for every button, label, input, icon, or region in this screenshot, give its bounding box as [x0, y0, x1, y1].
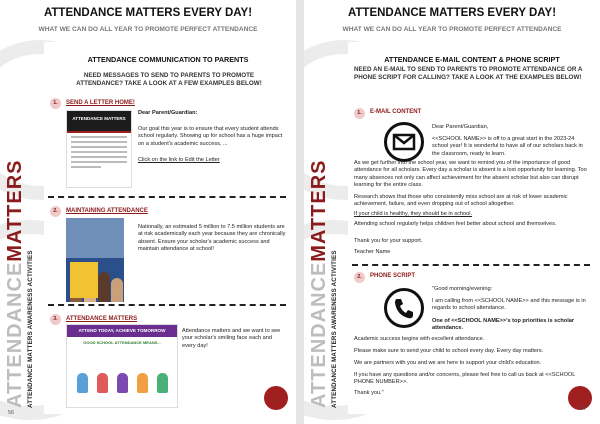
section-intro: NEED MESSAGES TO SEND TO PARENTS TO PROMOTE ATTENDANCE? TAKE A LOOK AT A FEW EXAMPLES BELOW! — [76, 72, 262, 87]
maintaining-body: Nationally, an estimated 5 million to 7.5 million students are at risk academically each year because they are chronically absent. Ensure your scholar's academic success and maintain attendance at school! — [138, 224, 286, 252]
edit-letter-link[interactable]: Click on the link to Edit the Letter — [138, 157, 220, 163]
item-number: 3. — [50, 314, 61, 325]
page-title: ATTENDANCE MATTERS EVERY DAY! — [43, 7, 253, 19]
section-title: ATTENDANCE E-MAIL CONTENT & PHONE SCRIPT — [384, 55, 560, 64]
attendance-poster-thumbnail[interactable] — [66, 324, 178, 408]
poster-greeting: GOOD SCHOOL ATTENDANCE MEANS... — [83, 340, 161, 345]
letter-thumbnail-header: ATTENDANCE MATTERS — [67, 111, 131, 133]
content-card — [348, 42, 596, 414]
page-number: 57 — [580, 406, 587, 412]
envelope-icon — [384, 122, 424, 162]
left-page — [0, 0, 296, 424]
email-title: E-MAIL CONTENT — [370, 109, 422, 115]
section-intro: NEED AN E-MAIL TO SEND TO PARENTS TO PROMOTE ATTENDANCE OR A PHONE SCRIPT FOR CALLING? TAKE A LOOK AT THE EXAMPLES BELOW! — [354, 66, 583, 81]
page-number: 56 — [8, 410, 15, 416]
attendance-flyer-thumbnail[interactable] — [66, 218, 124, 302]
item-title-letter: SEND A LETTER HOME! — [66, 100, 135, 106]
corner-dot — [264, 386, 288, 410]
item-title-maintaining: MAINTAINING ATTENDANCE — [66, 208, 148, 214]
phone-line-6: We are partners with you and we are here to support your child's education. — [354, 360, 542, 366]
content-card — [44, 42, 292, 414]
phone-line-3: One of <<SCHOOL NAME>>'s top priorities is scholar attendance. — [432, 318, 575, 332]
side-subtitle: ATTENDANCE MATTERS AWARENESS ACTIVITIES — [331, 250, 338, 408]
page-subtitle: WHAT WE CAN DO ALL YEAR TO PROMOTE PERFECT ATTENDANCE — [342, 26, 562, 33]
page-subtitle: WHAT WE CAN DO ALL YEAR TO PROMOTE PERFECT ATTENDANCE — [38, 26, 258, 33]
email-greeting: Dear Parent/Guardian, — [432, 124, 489, 130]
email-closing: Thank you for your support. — [354, 238, 423, 244]
email-paragraph-4: If your child is healthy, they should be in school. — [354, 211, 473, 217]
phone-line-5: Please make sure to send your child to school every day. Every day matters. — [354, 348, 544, 354]
side-subtitle: ATTENDANCE MATTERS AWARENESS ACTIVITIES — [27, 250, 34, 408]
email-paragraph-2: As we get further into the school year, we want to remind you of the importance of good attendance for all scholars. Every day a scholar is absent is a lost opportunity for learning. Too many absences not only can affect achievement for the absent scholar but also can disrupt learning for the entire class. — [354, 160, 587, 188]
item-number: 1. — [354, 108, 365, 119]
divider — [48, 304, 286, 306]
phone-line-2: I am calling from <<SCHOOL NAME>> and this message is in regards to school attendance. — [432, 298, 586, 312]
right-page — [304, 0, 600, 424]
phone-line-8: Thank you." — [354, 390, 384, 396]
item-title-attendance-matters: ATTENDANCE MATTERS — [66, 316, 138, 322]
phone-title: PHONE SCRIPT — [370, 273, 416, 279]
divider — [48, 196, 286, 198]
poster-banner: ATTEND TODAY, ACHIEVE TOMORROW — [67, 325, 177, 337]
letter-body: Our goal this year is to ensure that every student attends school regularly. Showing up for school has a huge impact on a student's academic success, ... — [138, 126, 283, 147]
side-word-attendance: ATTENDANCE — [4, 261, 26, 408]
item-number: 2. — [354, 272, 365, 283]
phone-icon — [384, 288, 424, 328]
side-word-attendance: ATTENDANCE — [308, 261, 330, 408]
page-gutter — [296, 0, 304, 424]
letter-thumbnail[interactable] — [66, 110, 132, 188]
letter-greeting: Dear Parent/Guardian: — [138, 110, 198, 116]
phone-line-7: If you have any questions and/or concerns, please feel free to call us back at <<SCHOOL PHONE NUMBER>>. — [354, 372, 576, 386]
side-word-matters: MATTERS — [308, 159, 330, 262]
email-paragraph-1: <<SCHOOL NAME>> is off to a great start in the 2023-24 school year! It is wonderful to have all of our scholars back in the classroom, ready to learn. — [432, 136, 583, 157]
side-word-matters: MATTERS — [4, 159, 26, 262]
page-title: ATTENDANCE MATTERS EVERY DAY! — [347, 7, 557, 19]
item-number: 2. — [50, 206, 61, 217]
email-paragraph-3: Research shows that those who consistently miss school are at risk of lower academic achievement, failure, and even dropping out of school altogether. — [354, 194, 568, 208]
side-banner — [308, 159, 338, 408]
phone-line-1: "Good morning/evening: — [432, 286, 493, 292]
phone-line-4: Academic success begins with excellent attendance. — [354, 336, 485, 342]
section-title: ATTENDANCE COMMUNICATION TO PARENTS — [87, 55, 249, 64]
email-signature: Teacher Name — [354, 249, 391, 255]
item-number: 1. — [50, 98, 61, 109]
divider — [352, 264, 590, 266]
side-banner — [4, 159, 34, 408]
email-paragraph-5: Attending school regularly helps children feel better about school and themselves. — [354, 221, 557, 227]
attendance-matters-body: Attendance matters and we want to see your scholar's smiling face each and every day! — [182, 328, 281, 349]
